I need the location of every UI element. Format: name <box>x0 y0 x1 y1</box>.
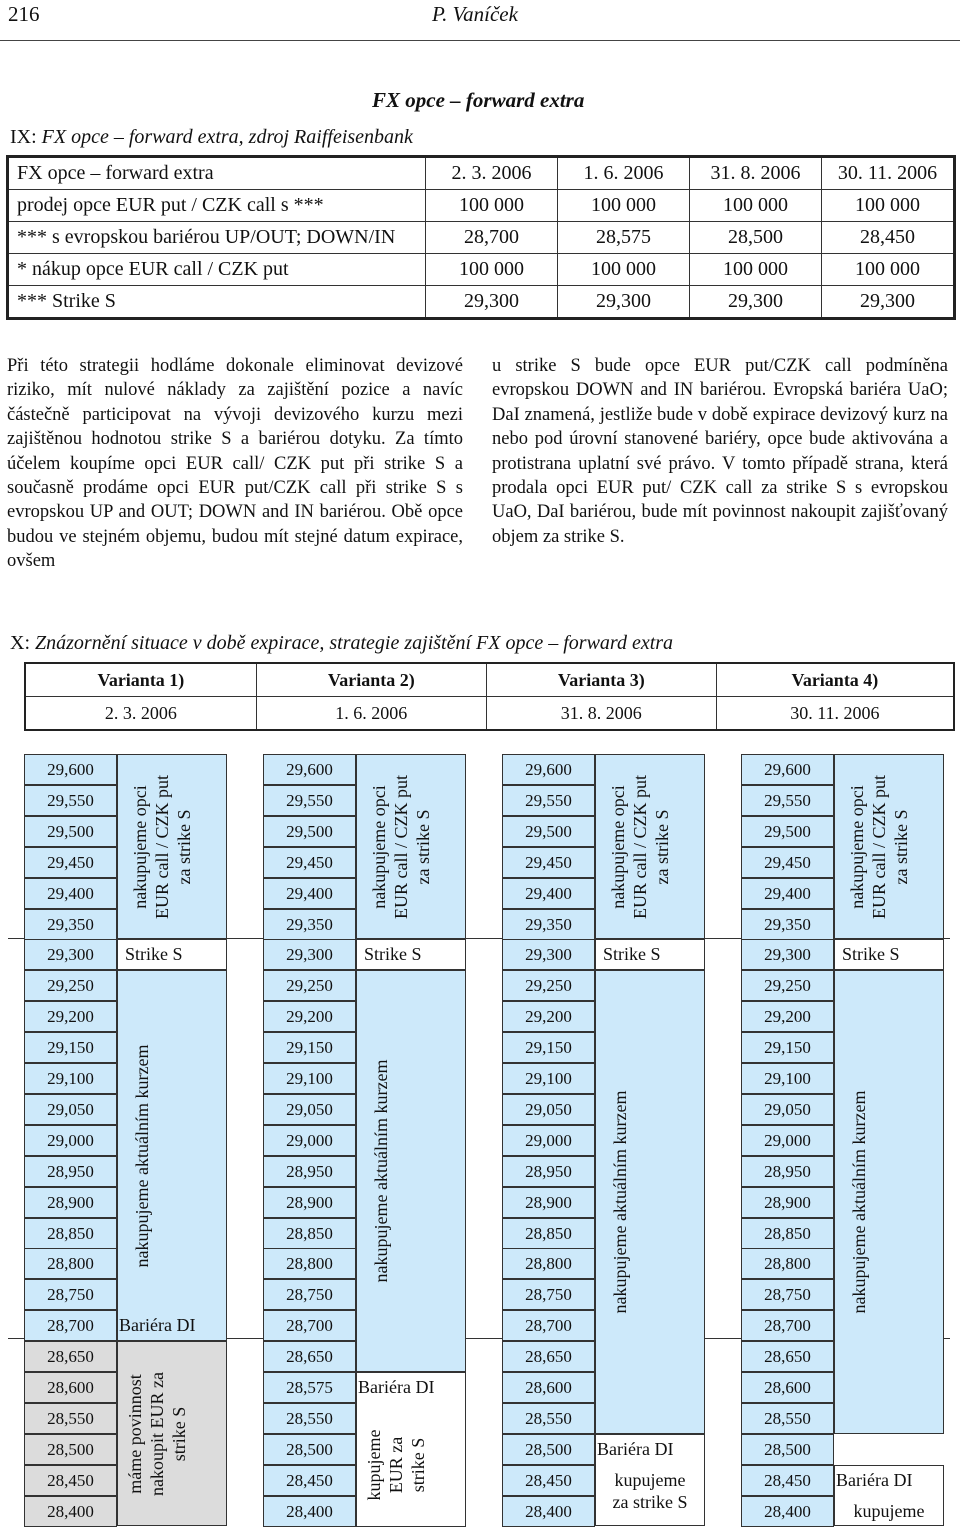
rate-cell: 29,400 <box>24 878 117 909</box>
rate-cell: 28,450 <box>502 1465 595 1496</box>
table-cell-value: 29,300 <box>822 286 955 319</box>
rate-cell: 28,850 <box>502 1218 595 1249</box>
table-cell-value: 100 000 <box>690 190 822 222</box>
running-author: P. Vaníček <box>432 2 518 26</box>
rate-cell: 28,950 <box>741 1156 834 1187</box>
table-cell-value: 30. 11. 2006 <box>822 157 955 190</box>
spot-purchase-label: nakupujeme aktuálním kurzem <box>610 1090 630 1314</box>
variant-date: 30. 11. 2006 <box>716 697 954 731</box>
rate-cell: 29,550 <box>263 785 356 816</box>
strike-label: Strike S <box>603 944 661 965</box>
table2-caption <box>10 632 673 655</box>
rate-cell: 29,300 <box>741 939 834 970</box>
rate-cell: 29,500 <box>502 816 595 847</box>
call-option-label: nakupujeme opci EUR call / CZK put za strike S <box>130 774 194 919</box>
rate-cell: 28,750 <box>263 1279 356 1310</box>
rate-cell: 28,550 <box>741 1403 834 1434</box>
rate-cell: 28,650 <box>741 1341 834 1372</box>
rate-cell: 29,100 <box>502 1063 595 1094</box>
rate-cell: 28,750 <box>502 1279 595 1310</box>
table-cell-value: 28,575 <box>558 222 690 254</box>
rate-cell: 29,600 <box>24 754 117 785</box>
obligation-label: kupujeme za strike S <box>612 1469 688 1512</box>
rate-cell: 28,500 <box>502 1434 595 1465</box>
rate-cell: 29,150 <box>24 1032 117 1063</box>
rate-cell: 29,100 <box>24 1063 117 1094</box>
rate-cell: 28,400 <box>24 1496 117 1527</box>
rate-cell: 28,450 <box>741 1465 834 1496</box>
strike-label: Strike S <box>125 944 183 965</box>
variant-header: Varianta 3) <box>486 663 716 697</box>
rate-cell: 29,450 <box>24 847 117 878</box>
barrier-label: Bariéra DI <box>836 1469 913 1490</box>
rate-cell: 29,550 <box>741 785 834 816</box>
body-text-left: Při této strategii hodláme dokonale eliminovat devizové riziko, mít nulové náklady za zajištění pozice a navíc částečně participovat na vývoji devizového kurzu mezi zajištěnou hodnotou strike S a bariérou dotyku. Za tímto účelem koupíme opci EUR call/ CZK put při strike S a současně prodáme opci EUR put/CZK call při strike S s evropskou UP and OUT; DOWN and IN bariérou. Obě opce budou ve stejném objemu, budou mít stejné datum expirace, ovšem <box>7 356 463 572</box>
rate-cell: 28,950 <box>263 1156 356 1187</box>
page-number: 216 <box>8 2 40 26</box>
table-cell-value: 28,500 <box>690 222 822 254</box>
rate-cell: 29,000 <box>263 1125 356 1156</box>
rate-cell: 29,450 <box>502 847 595 878</box>
table2-caption-text: Znázornění situace v době expirace, strategie zajištění FX opce – forward extra <box>35 632 674 654</box>
table-cell-value: 29,300 <box>426 286 558 319</box>
rate-cell: 29,000 <box>741 1125 834 1156</box>
page-header <box>0 0 960 41</box>
table-cell-label: * nákup opce EUR call / CZK put <box>8 254 426 286</box>
table2-caption-label: X: <box>10 632 30 654</box>
rate-cell: 29,450 <box>263 847 356 878</box>
rate-cell: 28,900 <box>263 1187 356 1218</box>
rate-cell: 29,350 <box>263 909 356 940</box>
rate-cell: 29,200 <box>263 1001 356 1032</box>
rate-cell: 28,950 <box>24 1156 117 1187</box>
rate-cell: 29,500 <box>24 816 117 847</box>
rate-cell: 28,400 <box>741 1496 834 1527</box>
rate-cell: 28,850 <box>24 1218 117 1249</box>
rate-cell: 29,150 <box>263 1032 356 1063</box>
rate-cell: 28,800 <box>263 1248 356 1279</box>
rate-cell: 28,700 <box>263 1310 356 1341</box>
call-option-label: nakupujeme opci EUR call / CZK put za strike S <box>369 774 433 919</box>
rate-cell: 29,350 <box>24 909 117 940</box>
rate-cell: 29,300 <box>24 939 117 970</box>
obligation-label: máme povinnost nakoupit EUR za strike S <box>125 1371 189 1496</box>
table-row <box>8 254 955 286</box>
rate-cell: 28,550 <box>263 1403 356 1434</box>
rate-cell: 28,700 <box>24 1310 117 1341</box>
rate-cell: 28,575 <box>263 1372 356 1403</box>
rate-cell: 29,000 <box>24 1125 117 1156</box>
variant-header: Varianta 2) <box>256 663 486 697</box>
rate-cell: 29,050 <box>24 1094 117 1125</box>
rate-cell: 29,200 <box>24 1001 117 1032</box>
rate-cell: 29,300 <box>502 939 595 970</box>
table1-caption-label: IX: <box>10 126 37 148</box>
options-table <box>6 155 956 320</box>
rate-cell: 29,500 <box>263 816 356 847</box>
rate-cell: 29,200 <box>741 1001 834 1032</box>
rate-cell: 28,900 <box>502 1187 595 1218</box>
spot-purchase-label: nakupujeme aktuálním kurzem <box>849 1090 869 1314</box>
rate-cell: 28,700 <box>502 1310 595 1341</box>
rate-cell: 29,150 <box>502 1032 595 1063</box>
rate-cell: 28,550 <box>24 1403 117 1434</box>
rate-cell: 29,200 <box>502 1001 595 1032</box>
rate-cell: 28,900 <box>24 1187 117 1218</box>
table-cell-value: 29,300 <box>558 286 690 319</box>
barrier-label: Bariéra DI <box>597 1438 674 1459</box>
rate-cell: 29,250 <box>263 970 356 1001</box>
table-cell-value: 100 000 <box>426 254 558 286</box>
rate-cell: 28,950 <box>502 1156 595 1187</box>
rate-cell: 28,500 <box>741 1434 834 1465</box>
obligation-label: kupujeme EUR za strike S <box>364 1429 428 1501</box>
table-cell-value: 31. 8. 2006 <box>690 157 822 190</box>
rate-cell: 29,450 <box>741 847 834 878</box>
table-cell-value: 100 000 <box>822 190 955 222</box>
rate-cell: 28,500 <box>24 1434 117 1465</box>
table-cell-label: *** s evropskou bariérou UP/OUT; DOWN/IN <box>8 222 426 254</box>
table-cell-label: *** Strike S <box>8 286 426 319</box>
rate-cell: 29,400 <box>741 878 834 909</box>
rate-cell: 29,600 <box>502 754 595 785</box>
variant-date: 31. 8. 2006 <box>486 697 716 731</box>
rate-cell: 28,650 <box>24 1341 117 1372</box>
table-row <box>8 190 955 222</box>
rate-cell: 28,450 <box>263 1465 356 1496</box>
call-option-label: nakupujeme opci EUR call / CZK put za strike S <box>847 774 911 919</box>
spot-purchase-label: nakupujeme aktuálním kurzem <box>132 1044 152 1268</box>
rate-cell: 28,900 <box>741 1187 834 1218</box>
rate-cell: 29,050 <box>263 1094 356 1125</box>
rate-cell: 29,000 <box>502 1125 595 1156</box>
rate-cell: 28,700 <box>741 1310 834 1341</box>
rate-cell: 29,550 <box>24 785 117 816</box>
variants-row <box>25 663 954 697</box>
rate-cell: 29,050 <box>502 1094 595 1125</box>
dates-row <box>25 697 954 731</box>
rate-cell: 28,750 <box>24 1279 117 1310</box>
table-cell-value: 100 000 <box>426 190 558 222</box>
rate-cell: 28,800 <box>741 1248 834 1279</box>
variants-table <box>24 662 955 731</box>
rate-cell: 29,250 <box>24 970 117 1001</box>
rate-cell: 29,350 <box>502 909 595 940</box>
table-cell-value: 100 000 <box>558 254 690 286</box>
rate-cell: 29,400 <box>263 878 356 909</box>
rate-cell: 28,550 <box>502 1403 595 1434</box>
table1-caption <box>10 126 413 149</box>
table-cell-value: 28,700 <box>426 222 558 254</box>
rate-cell: 29,300 <box>263 939 356 970</box>
variant-date: 1. 6. 2006 <box>256 697 486 731</box>
rate-cell: 29,250 <box>741 970 834 1001</box>
rate-cell: 29,050 <box>741 1094 834 1125</box>
call-option-label: nakupujeme opci EUR call / CZK put za strike S <box>608 774 672 919</box>
body-text-right: u strike S bude opce EUR put/CZK call podmíněna evropskou DOWN and IN bariérou. Evropská bariéra UaO; DaI znamená, jestliže bude v době expirace devizový kurz na nebo pod úrovní stanovené bariéry, opce bude aktivována a protistrana uplatní své právo. V tomto případě strana, která prodala opci EUR put/ CZK call za strike S s evropskou UaO, DaI bariérou, bude mít povinnost nakoupit zajišťovaný objem za strike S. <box>492 356 948 547</box>
rate-cell: 28,800 <box>502 1248 595 1279</box>
obligation-label: kupujeme <box>853 1500 925 1521</box>
rate-cell: 28,600 <box>502 1372 595 1403</box>
table-cell-label: FX opce – forward extra <box>8 157 426 190</box>
rate-cell: 29,150 <box>741 1032 834 1063</box>
table-row <box>8 157 955 190</box>
table1-caption-text: FX opce – forward extra, zdroj Raiffeisenbank <box>41 126 413 148</box>
table-row <box>8 286 955 319</box>
table-cell-value: 100 000 <box>822 254 955 286</box>
barrier-label: Bariéra DI <box>358 1377 435 1397</box>
table-cell-value: 29,300 <box>690 286 822 319</box>
rate-cell: 28,750 <box>741 1279 834 1310</box>
rate-cell: 28,850 <box>741 1218 834 1249</box>
variant-header: Varianta 1) <box>25 663 256 697</box>
variant-date: 2. 3. 2006 <box>25 697 256 731</box>
rate-cell: 29,250 <box>502 970 595 1001</box>
rate-cell: 28,650 <box>263 1341 356 1372</box>
strike-label: Strike S <box>842 944 900 965</box>
rate-cell: 29,100 <box>263 1063 356 1094</box>
rate-cell: 29,350 <box>741 909 834 940</box>
rate-cell: 29,400 <box>502 878 595 909</box>
strike-label: Strike S <box>364 944 422 965</box>
table-cell-value: 100 000 <box>558 190 690 222</box>
variant-header: Varianta 4) <box>716 663 954 697</box>
rate-cell: 28,500 <box>263 1434 356 1465</box>
barrier-label: Bariéra DI <box>119 1315 196 1336</box>
rate-cell: 29,600 <box>741 754 834 785</box>
rate-cell: 28,850 <box>263 1218 356 1249</box>
spot-purchase-label: nakupujeme aktuálním kurzem <box>371 1059 391 1283</box>
table-cell-value: 100 000 <box>690 254 822 286</box>
rate-cell: 29,100 <box>741 1063 834 1094</box>
rate-cell: 28,450 <box>24 1465 117 1496</box>
table-cell-value: 1. 6. 2006 <box>558 157 690 190</box>
rate-cell: 28,800 <box>24 1248 117 1279</box>
table-cell-label: prodej opce EUR put / CZK call s *** <box>8 190 426 222</box>
rate-cell: 28,600 <box>741 1372 834 1403</box>
rate-cell: 29,500 <box>741 816 834 847</box>
rate-cell: 29,550 <box>502 785 595 816</box>
rate-cell: 28,400 <box>263 1496 356 1527</box>
section-title: FX opce – forward extra <box>372 88 585 112</box>
rate-cell: 28,650 <box>502 1341 595 1372</box>
rate-cell: 29,600 <box>263 754 356 785</box>
table-cell-value: 2. 3. 2006 <box>426 157 558 190</box>
rate-cell: 28,400 <box>502 1496 595 1527</box>
table-cell-value: 28,450 <box>822 222 955 254</box>
table-row <box>8 222 955 254</box>
rate-cell: 28,600 <box>24 1372 117 1403</box>
